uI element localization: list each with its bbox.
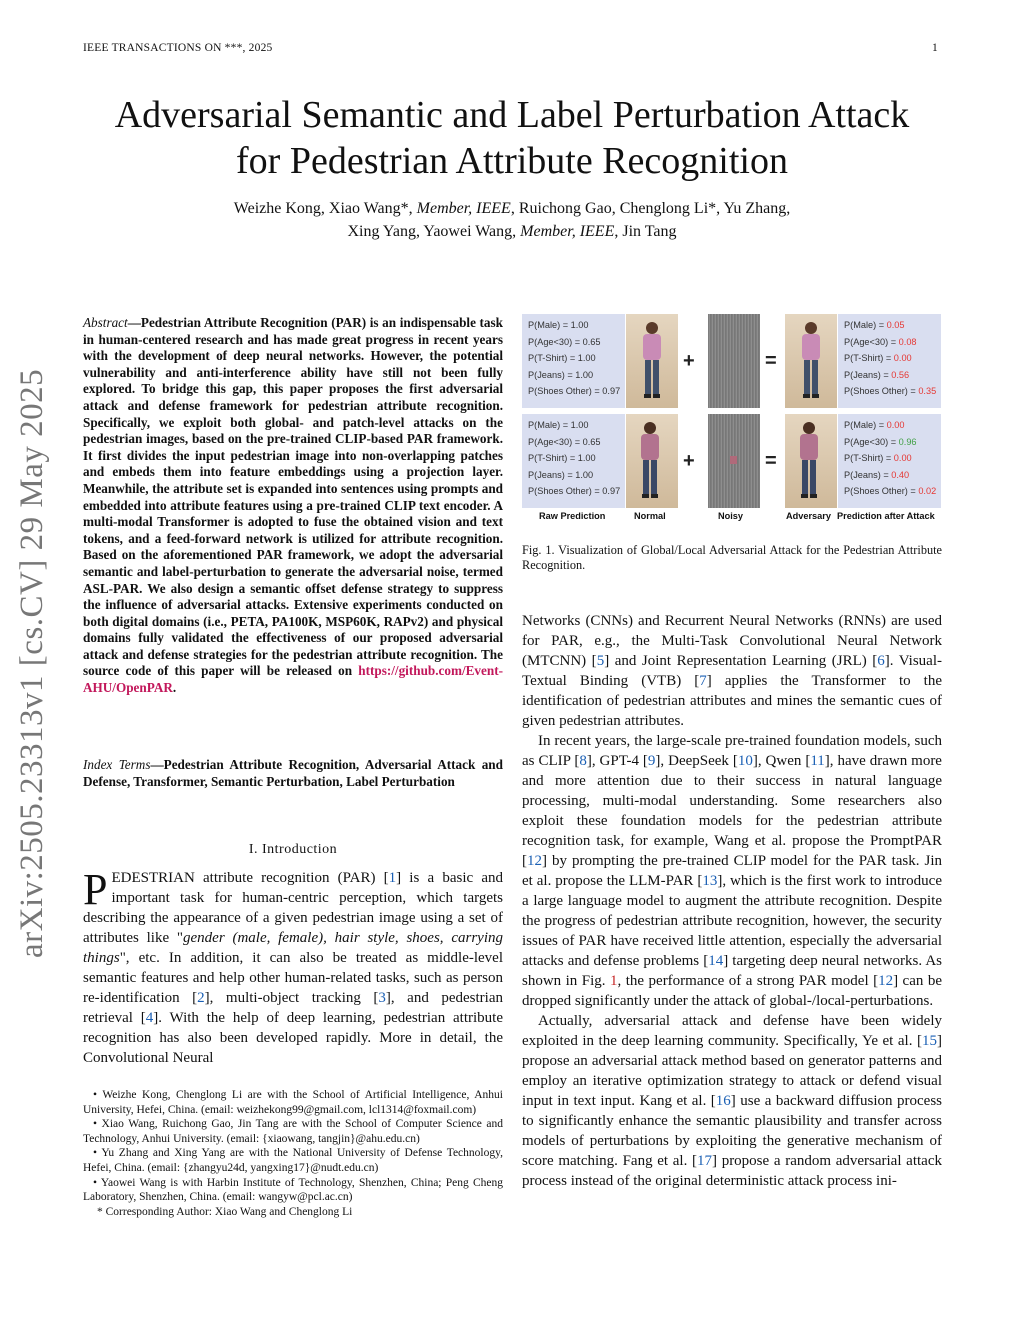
paragraph: Networks (CNNs) and Recurrent Neural Networks (RNNs) are used for PAR, e.g., the Multi-Task Convolutional Neural Network (MTCNN) [5] and Joint Representation Learning (JRL) [6]. Visual-Textual Binding (VTB) [7] applies the Transformer to the identification of pedestrian attributes and mines the semantic cues of given pedestrian attributes. <box>522 613 943 729</box>
equals-sign: = <box>765 350 777 372</box>
title-line-1: Adversarial Semantic and Label Perturbation Attack <box>114 94 910 136</box>
label-adversary: Adversary <box>786 511 831 521</box>
citation-link[interactable]: 14 <box>708 953 724 969</box>
citation-link[interactable]: 12 <box>527 853 542 869</box>
author-line-2: Xing Yang, Yaowei Wang, Member, IEEE, Jin Tang <box>347 223 677 240</box>
pedestrian-image-normal <box>626 414 678 508</box>
label-raw-prediction: Raw Prediction <box>539 511 606 521</box>
index-terms-lead: Index Terms <box>83 757 151 772</box>
equals-sign: = <box>765 450 777 472</box>
intro-paragraph: PEDESTRIAN attribute recognition (PAR) [1] is a basic and important task for human-centric perception, which targets describing the appearance of a given pedestrian image using a set of attributes like "gender (male, female), hair style, shoes, carrying things", etc. In addition, it can also be treated as middle-level semantic features and help other human-related tasks, such as person re-identification [2], multi-object tracking [3], and pedestrian retrieval [4]. With the help of deep learning, pedestrian attribute recognition has also been developed rapidly. More in detail, the Convolutional Neural <box>83 865 503 1066</box>
abstract-lead: Abstract <box>83 315 128 330</box>
author-line-1: Weizhe Kong, Xiao Wang*, Member, IEEE, Ruichong Gao, Chenglong Li*, Yu Zhang, <box>233 200 791 217</box>
raw-prediction-box: P(Male) = 1.00 P(Age<30) = 0.65 P(T-Shirt) = 1.00 P(Jeans) = 1.00 P(Shoes Other) = 0.97 <box>522 314 625 408</box>
footnotes <box>83 1088 503 1219</box>
footnote: • Yaowei Wang is with Harbin Institute of Technology, Shenzhen, China; Peng Cheng Laboratory, Shenzhen, China. (email: wangyw@pcl.ac.cn) <box>83 1176 503 1204</box>
citation-link[interactable]: 2 <box>197 990 205 1006</box>
footnote: • Weizhe Kong, Chenglong Li are with the School of Artificial Intelligence, Anhui University, Hefei, China. (email: weizhekong99@gmail.com, lcl1314@foxmail.com) <box>83 1089 503 1116</box>
raw-prediction-box: P(Male) = 1.00 P(Age<30) = 0.65 P(T-Shirt) = 1.00 P(Jeans) = 1.00 P(Shoes Other) = 0.97 <box>522 414 625 508</box>
attacked-prediction-box: P(Male) = 0.00 P(Age<30) = 0.96 P(T-Shirt) = 0.00 P(Jeans) = 0.40 P(Shoes Other) = 0.02 <box>838 414 941 508</box>
author-list <box>120 197 904 243</box>
title-line-2: for Pedestrian Attribute Recognition <box>236 140 788 182</box>
figure-caption: Fig. 1. Visualization of Global/Local Adversarial Attack for the Pedestrian Attribute Recognition. <box>522 543 942 572</box>
footnote: * Corresponding Author: Xiao Wang and Chenglong Li <box>97 1205 353 1218</box>
citation-link[interactable]: 15 <box>922 1033 937 1049</box>
citation-link[interactable]: 3 <box>378 990 386 1006</box>
footnote: • Xiao Wang, Ruichong Gao, Jin Tang are with the School of Computer Science and Technology, Anhui University. (email: {xiaowang, tangjin}@ahu.edu.cn) <box>83 1118 503 1145</box>
code-link[interactable]: https://github.com/Event-AHU/OpenPAR <box>83 663 503 696</box>
citation-link[interactable]: 9 <box>647 753 656 769</box>
citation-link[interactable]: 10 <box>737 753 753 769</box>
right-column-text <box>522 611 942 1191</box>
attacked-prediction-box: P(Male) = 0.05 P(Age<30) = 0.08 P(T-Shirt) = 0.00 P(Jeans) = 0.56 P(Shoes Other) = 0.35 <box>838 314 941 408</box>
pedestrian-image-adversary <box>785 314 837 408</box>
arxiv-stamp: arXiv:2505.23313v1 [cs.CV] 29 May 2025 <box>14 368 50 958</box>
pedestrian-image-normal <box>626 314 678 408</box>
citation-link[interactable]: 11 <box>810 753 825 769</box>
abstract: Abstract—Pedestrian Attribute Recognition (PAR) is an indispensable task in human-centered research and has made great progress in recent years with the development of deep neural networks. However, the potential vulnerability and anti-interference ability have still not been fully explored. To bridge this gap, this paper proposes the first adversarial attack and defense framework for pedestrian attribute recognition. Specifically, we exploit both global- and patch-level attacks on the pedestrian images, based on the pre-trained CLIP-based PAR framework. It first divides the input pedestrian image into non-overlapping patches and embeds them into feature embeddings using a projection layer. Meanwhile, the attribute set is expanded into sentences using prompts and embedded into attribute features using a pre-trained CLIP text encoder. A multi-modal Transformer is adopted to fuse the obtained vision and text tokens, and a feed-forward network is utilized for attribute recognition. Based on the aforementioned PAR framework, we adopt the adversarial semantic and label-perturbation to generate the adversarial noise, termed ASL-PAR. We also design a semantic offset defense strategy to suppress the influence of adversarial attacks. Extensive experiments conducted on both digital domains (i.e., PETA, PA100K, MSP60K, RAPv2) and physical domains fully validated the effectiveness of our proposed adversarial attack and defense strategies for the pedestrian attribute recognition. The source code of this paper will be released on https://github.com/Event-AHU/OpenPAR. <box>83 315 503 696</box>
citation-link[interactable]: 12 <box>878 973 894 989</box>
index-terms-text: —Pedestrian Attribute Recognition, Adversarial Attack and Defense, Transformer, Semantic Perturbation, Label Perturbation <box>83 757 503 789</box>
noise-image-global <box>708 314 760 408</box>
running-header: IEEE TRANSACTIONS ON ***, 2025 <box>83 42 273 54</box>
citation-link[interactable]: 1 <box>388 870 397 886</box>
drop-cap: P <box>83 865 108 914</box>
citation-link[interactable]: 7 <box>699 673 707 689</box>
paragraph: In recent years, the large-scale pre-trained foundation models, such as CLIP [8], GPT-4 [9], DeepSeek [10], Qwen [11], have drawn more and more attention due to their success in natural language processing, multi-modal understanding. Some researchers also exploit these foundation models for the pedestrian attribute recognition task, for example, Wang et al. propose the PromptPAR [12] by prompting the pre-trained CLIP model for the PAR task. Jin et al. propose the LLM-PAR [13], which is the first work to introduce a large language model to augment the attribute recognition. Despite the progress of pedestrian attribute recognition, however, the security issues of PAR have received little attention, especially the adversarial attacks and defense problems [14] targeting deep neural networks. As shown in Fig. 1, the performance of a strong PAR model [12] can be dropped significantly under the attack of global-/local-perturbations. <box>522 733 942 1009</box>
plus-sign: + <box>683 350 695 372</box>
section-heading: I. Introduction <box>248 842 338 857</box>
plus-sign: + <box>683 450 695 472</box>
paragraph: Actually, adversarial attack and defense have been widely exploited in the deep learning community. Specifically, Ye et al. [15] propose an adversarial attack method based on generator patterns and employ an iterative optimization strategy to attack or defend visual input in text input. Kang et al. [16] use a backward diffusion process to significantly enhance the semantic plausibility and transfer across models of perturbations by exploiting the generative mechanism of score matching. Fang et al. [17] propose a random adversarial attack process instead of the original deterministic attack process ini- <box>522 1013 942 1189</box>
citation-link[interactable]: 8 <box>579 753 587 769</box>
abstract-text: —Pedestrian Attribute Recognition (PAR) is an indispensable task in human-centered research and has made great progress in recent years with the development of deep neural networks. However, the potential vulnerability and anti-interference ability have still not been fully explored. To bridge this gap, this paper proposes the first adversarial attack and defense framework for pedestrian attribute recognition. Specifically, we exploit both global- and patch-level attacks on the pedestrian images, based on the pre-trained CLIP-based PAR framework. It first divides the input pedestrian image into non-overlapping patches and embeds them into feature embeddings using a projection layer. Meanwhile, the attribute set is expanded into sentences using prompts and embedded into attribute features using a pre-trained CLIP text encoder. A multi-modal Transformer is adopted to fuse the obtained vision and text tokens, and a feed-forward network is utilized for attribute recognition. Based on the aforementioned PAR framework, we adopt the adversarial semantic and label-perturbation to generate the adversarial noise, termed ASL-PAR. We also design a semantic offset defense strategy to suppress the influence of adversarial attacks. Extensive experiments conducted on both digital domains (i.e., PETA, PA100K, MSP60K, RAPv2) and physical domains fully validated the effectiveness of our proposed adversarial attack and defense strategies for the pedestrian attribute recognition. The source code of this paper will be released on <box>83 315 503 679</box>
label-prediction-after-attack: Prediction after Attack <box>837 511 935 521</box>
index-terms <box>83 757 503 790</box>
citation-link[interactable]: 17 <box>697 1153 713 1169</box>
citation-link[interactable]: 5 <box>596 653 605 669</box>
figure-1 <box>522 314 942 526</box>
paper-title <box>60 92 964 184</box>
citation-link[interactable]: 4 <box>145 1010 154 1026</box>
figure-link[interactable]: 1 <box>610 973 618 989</box>
noise-image-patch <box>708 414 760 508</box>
citation-link[interactable]: 6 <box>877 653 885 669</box>
label-normal: Normal <box>634 511 666 521</box>
pedestrian-image-adversary <box>785 414 837 508</box>
page-number: 1 <box>932 42 938 54</box>
label-noisy: Noisy <box>718 511 744 521</box>
citation-link[interactable]: 16 <box>715 1093 731 1109</box>
citation-link[interactable]: 13 <box>702 873 718 889</box>
footnote: • Yu Zhang and Xing Yang are with the National University of Defense Technology, Hefei, China. (email: {zhangyu24d, yangxing17}@nudt.edu.cn) <box>83 1147 503 1174</box>
